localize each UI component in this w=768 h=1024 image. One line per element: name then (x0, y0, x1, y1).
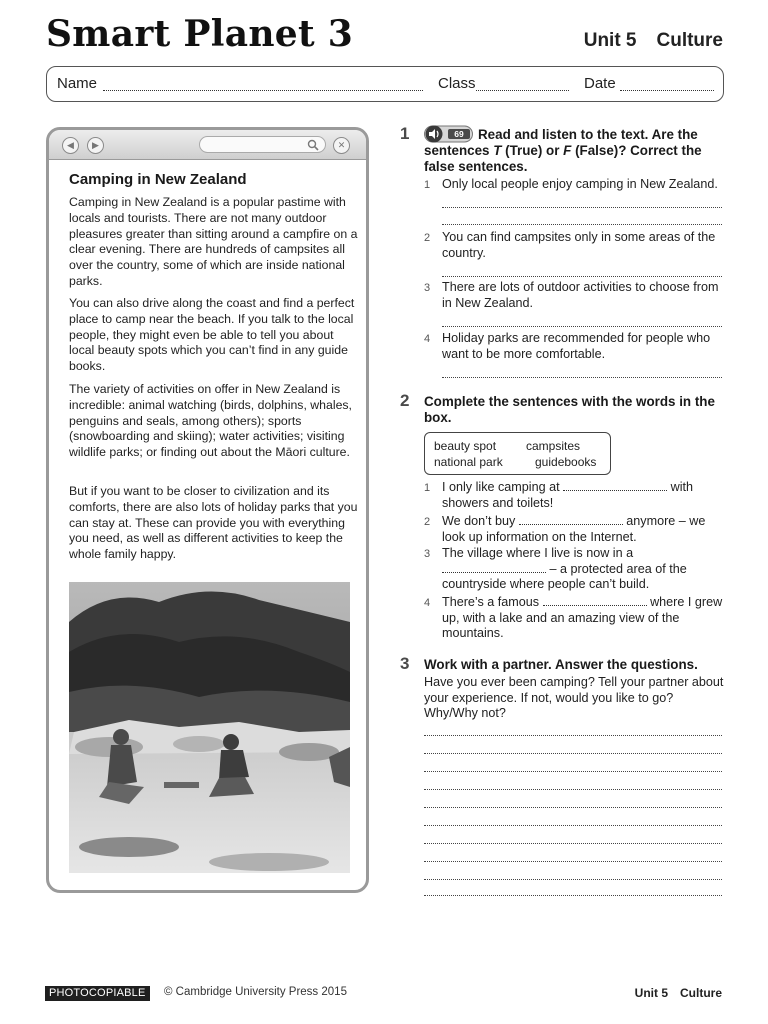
writing-line[interactable] (424, 895, 722, 896)
article-paragraph: You can also drive along the coast and find a perfect place to camp near the beach. If you talk to the local people, they might even be able to tell you about local beauty spots which you can’t find in any guide books. (69, 296, 355, 374)
item-number: 3 (424, 282, 431, 294)
item-number: 4 (424, 597, 431, 609)
gap-fill-sentence (442, 595, 728, 642)
unit-label: Unit 5 (583, 30, 637, 51)
sentence-start: We don’t buy (442, 514, 519, 528)
item-number: 3 (424, 548, 431, 560)
item-text: Only local people enjoy camping in New Zealand. (442, 177, 718, 191)
gap-fill-sentence (442, 546, 718, 593)
instruction-part: (True) or (501, 143, 564, 158)
forward-arrow-icon: ▶ (87, 137, 104, 154)
answer-line[interactable] (442, 326, 722, 327)
answer-line[interactable] (442, 377, 722, 378)
exercise-number: 2 (400, 391, 410, 410)
item-text: You can find campsites only in some areas of the country. (442, 230, 716, 260)
gap-blank[interactable] (563, 481, 667, 491)
name-class-date-bar (46, 66, 724, 102)
item-number: 1 (424, 482, 431, 494)
writing-line[interactable] (424, 753, 722, 754)
word-box (424, 432, 611, 475)
gap-blank[interactable] (442, 563, 546, 573)
discussion-prompt: Have you ever been camping? Tell your partner about your experience. If not, would you like to go? Why/Why not? (424, 675, 724, 721)
true-letter: T (493, 143, 502, 158)
gap-fill-sentence (442, 480, 728, 511)
article-paragraph: Camping in New Zealand is a popular pastime with locals and tourists. There are not many outdoor pleasures greater than sitting around a campfire on a clear evening. There are hundreds of campsites all over the country, some of which are inside national parks. (69, 195, 358, 288)
writing-line[interactable] (424, 879, 722, 880)
sentence-end: where I grew up, with a lake and an amazing view of the mountains. (442, 595, 723, 641)
footer-section-label: Culture (680, 986, 722, 1000)
book-title: Smart Planet 3 (46, 13, 354, 55)
word-box-item: national park (434, 455, 503, 469)
search-icon (307, 139, 319, 151)
article-paragraph: The variety of activities on offer in New Zealand is incredible: animal watching (birds, dolphins, whales, penguins and seals, among others); sports (snowboarding and skiing); water activities; visiting wildlife parks; or finding out about the Māori culture. (69, 382, 352, 460)
sentence-start: The village where I live is now in a (442, 546, 634, 560)
exercise-instruction: Complete the sentences with the words in the box. (424, 394, 715, 425)
writing-line[interactable] (424, 735, 722, 736)
writing-line[interactable] (424, 807, 722, 808)
instruction-part: (False)? Correct the false sentences. (424, 143, 702, 174)
class-label: Class (438, 75, 476, 92)
footer-unit-label: Unit 5 (634, 986, 668, 1000)
exercise-instruction: Work with a partner. Answer the questions. (424, 657, 698, 672)
item-number: 1 (424, 179, 431, 191)
date-field[interactable] (620, 90, 714, 91)
name-label: Name (57, 75, 98, 92)
name-field[interactable] (103, 90, 423, 91)
camping-photo (69, 582, 350, 873)
false-letter: F (563, 143, 572, 158)
word-box-item: guidebooks (535, 455, 597, 469)
close-icon: ✕ (333, 137, 350, 154)
gap-blank[interactable] (543, 596, 647, 606)
unit-heading (584, 30, 723, 52)
word-box-item: campsites (526, 439, 581, 453)
exercise-number: 3 (400, 654, 410, 673)
footer-unit (635, 986, 722, 1000)
class-field[interactable] (476, 90, 569, 91)
gap-fill-sentence (442, 514, 728, 545)
browser-toolbar (49, 130, 366, 160)
copyright-text: © Cambridge University Press 2015 (164, 986, 347, 998)
exercise-number: 1 (400, 124, 410, 143)
article-paragraph: But if you want to be closer to civilization and its comforts, there are also lots of holiday parks that you can stay at. These can provide you with everything you need, as well as different activities to keep the whole family happy. (69, 484, 358, 562)
answer-line[interactable] (442, 224, 722, 225)
writing-line[interactable] (424, 771, 722, 772)
sentence-start: I only like camping at (442, 480, 564, 494)
word-box-item: beauty spot (434, 439, 497, 453)
writing-line[interactable] (424, 789, 722, 790)
writing-line[interactable] (424, 843, 722, 844)
answer-line[interactable] (442, 276, 722, 277)
photocopiable-badge: PHOTOCOPIABLE (45, 986, 150, 1001)
sentence-start: There’s a famous (442, 595, 543, 609)
back-arrow-icon: ◀ (62, 137, 79, 154)
sentence-end: anymore – we look up information on the Internet. (442, 514, 706, 544)
item-number: 2 (424, 232, 431, 244)
section-label: Culture (656, 30, 723, 51)
article-panel (46, 127, 369, 893)
item-number: 4 (424, 333, 431, 345)
gap-blank[interactable] (519, 515, 623, 525)
item-text: Holiday parks are recommended for people who want to be more comfortable. (442, 331, 711, 361)
exercise-instruction (424, 127, 724, 175)
answer-line[interactable] (442, 207, 722, 208)
date-label: Date (584, 75, 616, 92)
search-box (199, 136, 326, 153)
item-number: 2 (424, 516, 431, 528)
audio-track-number: 69 (454, 129, 464, 139)
sentence-end: – a protected area of the countryside where people can’t build. (442, 561, 687, 592)
writing-line[interactable] (424, 861, 722, 862)
sentence-end: with showers and toilets! (442, 480, 694, 510)
writing-line[interactable] (424, 825, 722, 826)
item-text: There are lots of outdoor activities to choose from in New Zealand. (442, 280, 719, 310)
instruction-part: Read and listen to the text. Are the sentences (424, 127, 698, 158)
article-title: Camping in New Zealand (69, 171, 247, 188)
